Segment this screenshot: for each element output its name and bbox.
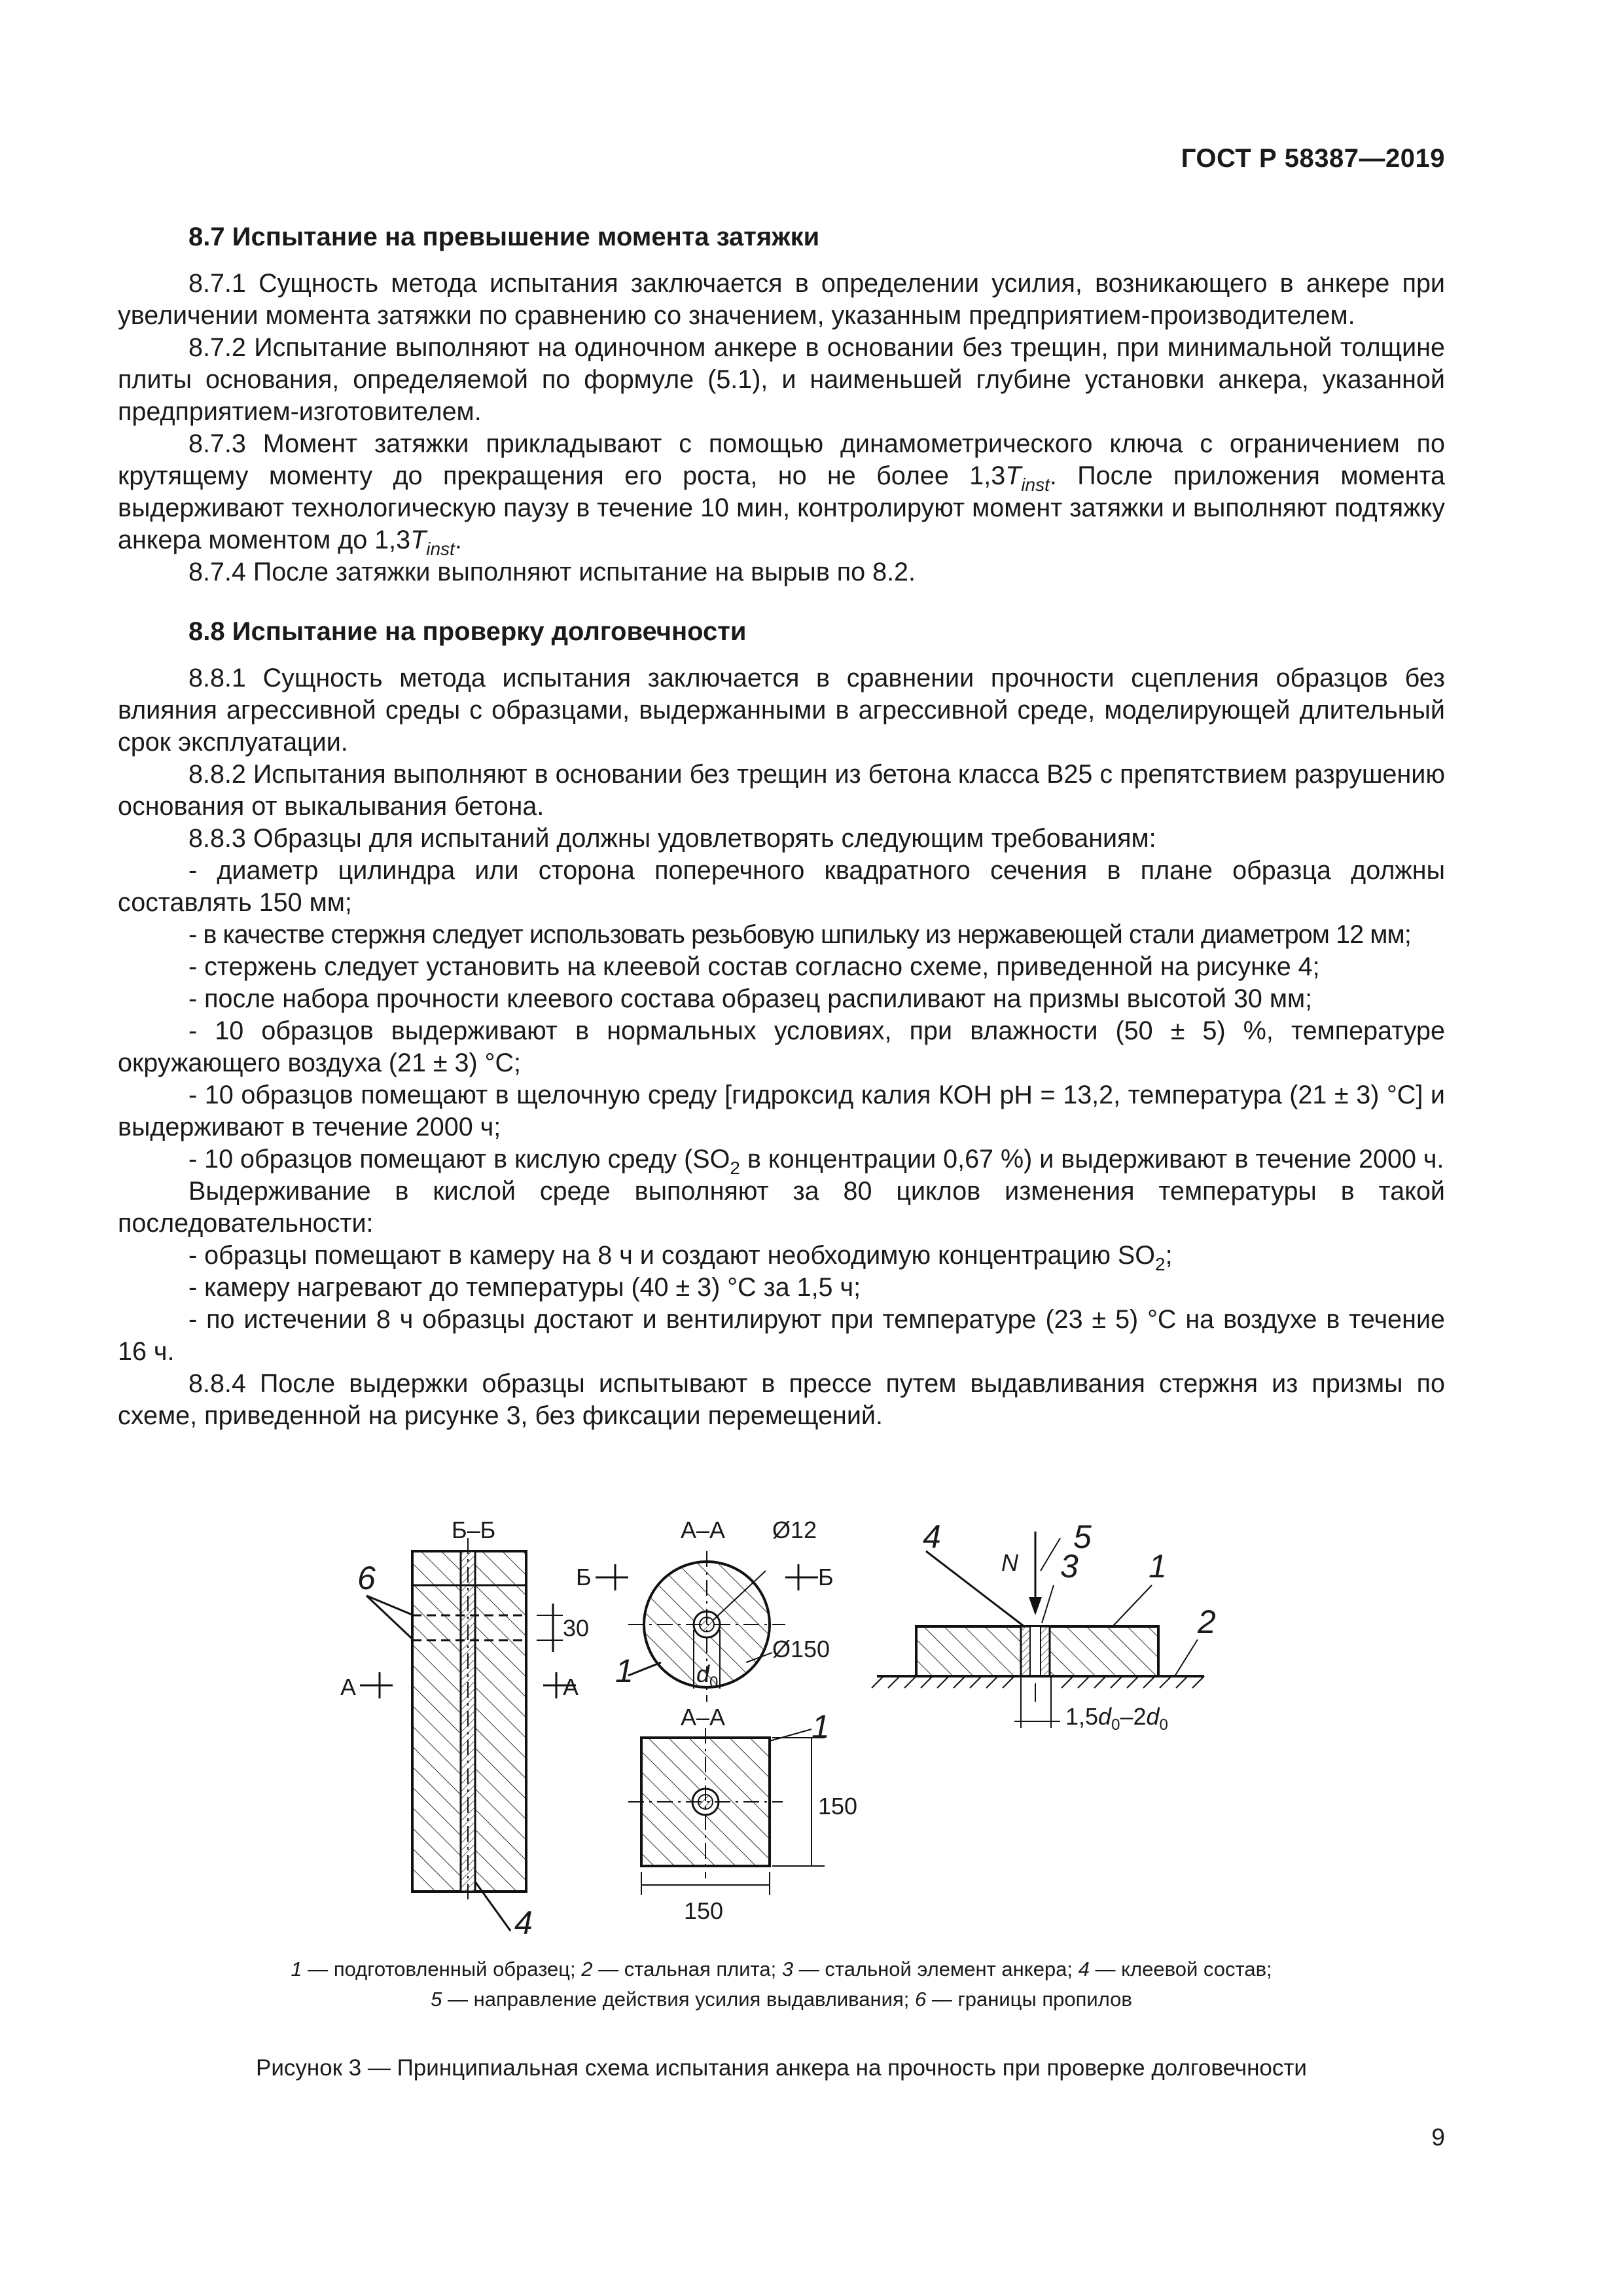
cut-b-right: Б [818, 1564, 834, 1590]
label-4-left: 4 [514, 1905, 533, 1937]
section-8-7-title: 8.7 Испытание на превышение момента затяжки [188, 223, 820, 251]
list-item: - 10 образцов помещают в кислую среду ($SO_2$ в концентрации 0,67 %) и выдерживают в течение 2000 ч. [188, 1145, 1444, 1178]
list-item: - в качестве стержня следует использовать резьбовую шпильку из нержавеющей стали диаметром 12 мм; [188, 920, 1411, 949]
figure-caption: Рисунок 3 — Принципиальная схема испытания анкера на прочность при проверке долговечности [256, 2055, 1307, 2081]
body-text [118, 221, 1445, 1432]
paragraph-8-7-1: 8.7.1 Сущность метода испытания заключается в определении усилия, возникающего в анкере при увеличении момента затяжки по сравнению со значением, указанным предприятием-производителем. [118, 269, 1445, 330]
section-aa-label-bottom: А–А [681, 1704, 726, 1731]
list-item: - после набора прочности клеевого состава образец распиливают на призмы высотой 30 мм; [188, 984, 1313, 1013]
section-aa-label-top: А–А [681, 1516, 726, 1543]
list-item: - стержень следует установить на клеевой состав согласно схеме, приведенной на рисунке 4; [188, 952, 1320, 981]
dim-150-side: 150 [818, 1793, 858, 1820]
hole-range: $1,5d_0-2d_0$ [1065, 1703, 1168, 1734]
dim-150-bottom: 150 [684, 1897, 724, 1924]
section-bb-view [340, 1516, 589, 1937]
list-item: - по истечении 8 ч образцы достают и вентилируют при температуре (23 ± 5) °С на воздухе в течение 16 ч. [118, 1305, 1445, 1366]
label-1-round: 1 [615, 1653, 633, 1689]
label-1-square: 1 [812, 1708, 830, 1745]
paragraph-8-8-3: 8.8.3 Образцы для испытаний должны удовлетворять следующим требованиям: [188, 824, 1156, 853]
list-item: - камеру нагревают до температуры (40 ± 3) °С за 1,5 ч; [188, 1273, 861, 1302]
cut-a-right: А [563, 1674, 579, 1700]
label-3: 3 [1060, 1548, 1079, 1585]
label-5: 5 [1073, 1518, 1092, 1555]
dim-30: 30 [563, 1615, 590, 1641]
push-out-setup [872, 1518, 1216, 1734]
paragraph-acid-cycles: Выдерживание в кислой среде выполняют за 80 циклов изменения температуры в такой последовательности: [118, 1177, 1445, 1238]
paragraph-8-8-2: 8.8.2 Испытания выполняют в основании без трещин из бетона класса В25 с препятствием разрушению основания от выкалывания бетона. [118, 760, 1445, 821]
cut-a-left: А [340, 1674, 357, 1700]
section-aa-round [576, 1516, 834, 1702]
dia-12: Ø12 [772, 1516, 817, 1543]
figure-3-diagram [340, 1512, 1257, 1937]
list-item: - 10 образцов выдерживают в нормальных условиях, при влажности (50 ± 5) %, температуре окружающего воздуха (21 ± 3) °С; [118, 1016, 1445, 1077]
paragraph-8-7-2: 8.7.2 Испытание выполняют на одиночном анкере в основании без трещин, при минимальной толщине плиты основания, определяемой по формуле (5.1), и наименьшей глубине установки анкера, указанной предприятием-изготовителем. [118, 333, 1445, 426]
paragraph-8-7-4: 8.7.4 После затяжки выполняют испытание на вырыв по 8.2. [188, 558, 916, 586]
label-2: 2 [1198, 1604, 1216, 1640]
legend-line-2: 5 — направление действия усилия выдавливания; 6 — границы пропилов [431, 1988, 1132, 2011]
legend-line-1: 1 — подготовленный образец; 2 — стальная плита; 3 — стальной элемент анкера; 4 — клеевой состав; [291, 1958, 1272, 1981]
section-8-8-title: 8.8 Испытание на проверку долговечности [188, 617, 747, 646]
force-n: N [1001, 1549, 1018, 1576]
section-bb-label: Б–Б [452, 1516, 496, 1543]
label-1-setup: 1 [1149, 1548, 1167, 1585]
paragraph-8-8-1: 8.8.1 Сущность метода испытания заключается в сравнении прочности сцепления образцов без влияния агрессивной среды с образцами, выдержанными в агрессивной среде, моделирующей длительный срок эксплуатации. [118, 664, 1445, 757]
label-4-right: 4 [923, 1518, 941, 1555]
list-item: - образцы помещают в камеру на 8 ч и создают необходимую концентрацию $SO_2$; [188, 1241, 1173, 1274]
figure-legend [118, 1954, 1445, 2015]
paragraph-8-8-4: 8.8.4 После выдержки образцы испытывают в прессе путем выдавливания стержня из призмы по схеме, приведенной на рисунке 3, без фиксации перемещений. [118, 1369, 1445, 1430]
cut-b-left: Б [576, 1564, 592, 1590]
paragraph-8-7-3: 8.7.3 Момент затяжки прикладывают с помощью динамометрического ключа с ограничением по крутящему моменту до прекращения его роста, но не более $1,3T_{inst}$. После приложения момента выдерживают технологическую паузу в течение 10 мин, контролируют момент затяжки и выполняют подтяжку анкера моментом до $1,3T_{inst}$. [118, 429, 1445, 559]
dim-d0: $d_0$ [696, 1660, 719, 1691]
list-item: - диаметр цилиндра или сторона поперечного квадратного сечения в плане образца должны составлять 150 мм; [118, 856, 1445, 917]
section-aa-square [628, 1704, 857, 1924]
standard-header: ГОСТ Р 58387—2019 [1181, 144, 1445, 173]
page-number: 9 [1431, 2124, 1445, 2151]
dia-150: Ø150 [772, 1636, 830, 1662]
list-item: - 10 образцов помещают в щелочную среду [гидроксид калия КОН pH = 13,2, температура (21 ± 3) °С] и выдерживают в течение 2000 ч; [118, 1081, 1445, 1141]
label-6: 6 [357, 1560, 376, 1596]
